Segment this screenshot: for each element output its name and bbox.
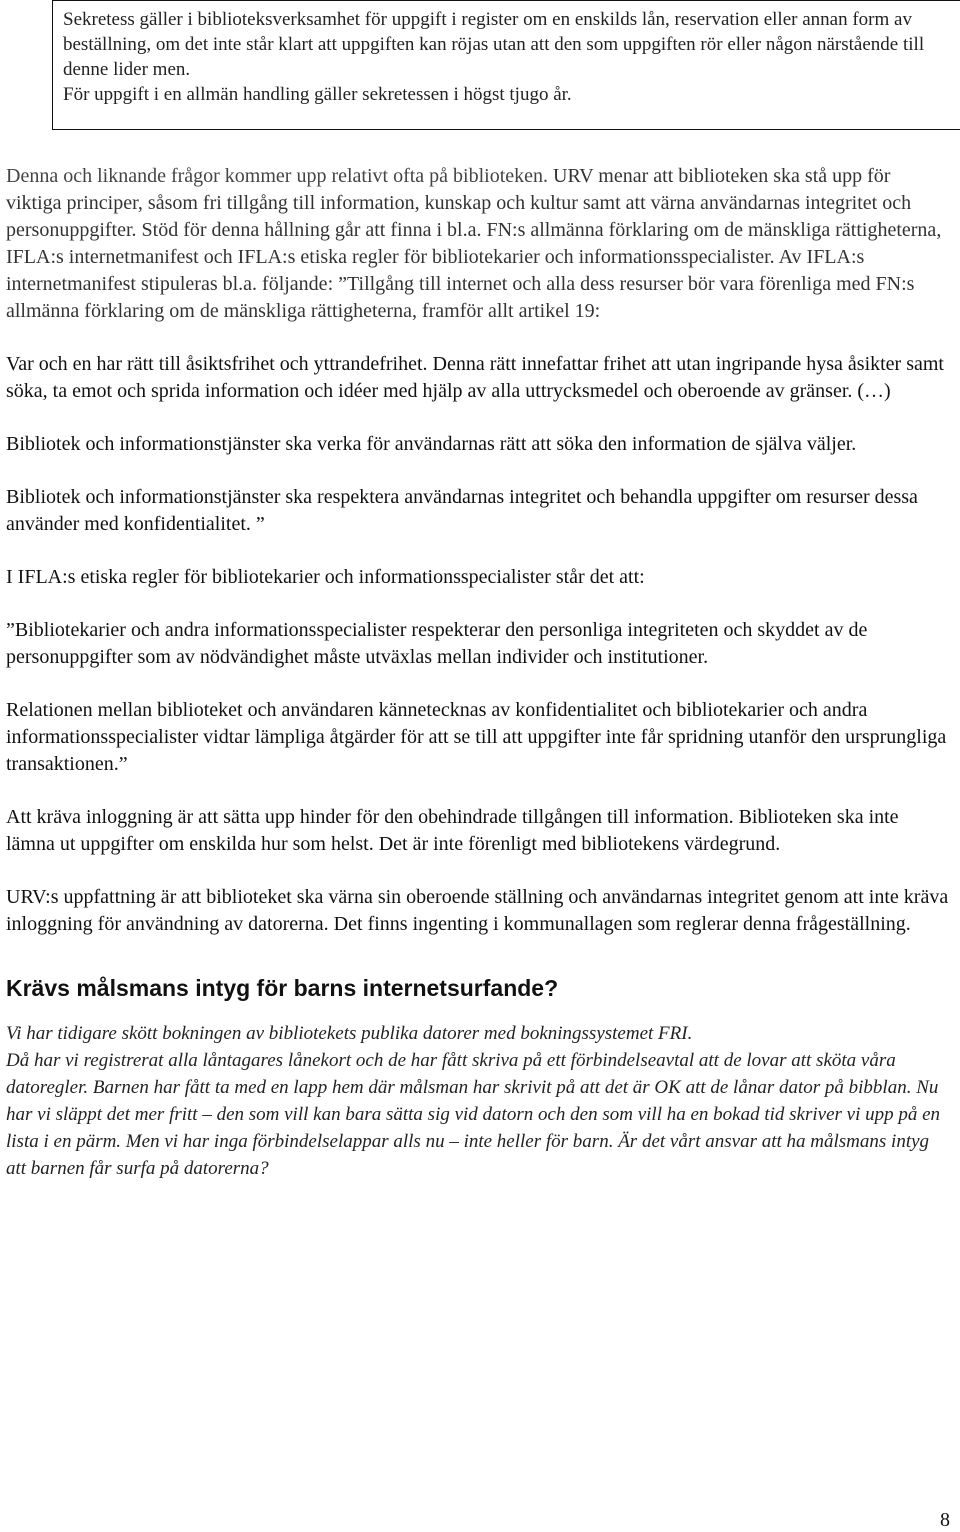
law-text-limit: För uppgift i en allmän handling gäller sekretessen i högst tjugo år. bbox=[63, 84, 572, 105]
quote-library-services-2: Bibliotek och informationstjänster ska respektera användarnas integritet och behandla uppgifter om resurser dessa använder med konfidentialitet. ” bbox=[6, 486, 918, 535]
quote-ifla-ethics-2: Relationen mellan biblioteket och användaren kännetecknas av konfidentialitet och bibliotekarier och andra informationsspecialister vidtar lämpliga åtgärder för att se till att uppgifter inte får spridning utanför den ursprungliga transaktionen.” bbox=[6, 699, 947, 775]
quote-ifla-ethics-1: ”Bibliotekarier och andra informationsspecialister respekterar den personliga integriteten och skyddet av de personuppgifter som av nödvändighet måste utväxlas mellan individer och institutioner. bbox=[6, 619, 868, 668]
intro-lead-sentence: Denna och liknande frågor kommer upp relativt ofta på biblioteken. bbox=[6, 165, 549, 187]
question-block bbox=[6, 1020, 950, 1182]
paragraph-urv-opinion: URV:s uppfattning är att biblioteket ska värna sin oberoende ställning och användarnas integritet genom att inte kräva inloggning för användning av datorerna. Det finns ingenting i kommunallagen som reglerar denna frågeställning. bbox=[6, 886, 949, 935]
intro-rest: URV menar att biblioteken ska stå upp för viktiga principer, såsom fri tillgång till information, kunskap och kultur samt att värna användarnas integritet och personuppgifter. Stöd för denna hållning går att finna i bl.a. FN:s allmänna förklaring om de mänskliga rättigheterna, IFLA:s internetmanifest och IFLA:s etiska regler för bibliotekarier och informationsspecialister. Av IFLA:s internetmanifest stipuleras bl.a. följande: ”Tillgång till internet och alla dess resurser bör vara förenliga med FN:s allmänna förklaring om de mänskliga rättigheterna, framför allt artikel 19: bbox=[6, 165, 942, 322]
question-line-1: Vi har tidigare skött bokningen av bibliotekets publika datorer med bokningssystemet FRI. bbox=[6, 1023, 693, 1044]
page-number: 8 bbox=[940, 1509, 950, 1531]
law-text: Sekretess gäller i biblioteksverksamhet för uppgift i register om en enskilds lån, reservation eller annan form av beställning, om det inte står klart att uppgiften kan röjas utan att den som uppgiften rör eller någon närstående till denne lider men. bbox=[63, 9, 925, 80]
section-heading: Krävs målsmans intyg för barns internetsurfande? bbox=[6, 975, 559, 1001]
quote-article-19: Var och en har rätt till åsiktsfrihet och yttrandefrihet. Denna rätt innefattar frihet att utan ingripande hysa åsikter samt söka, ta emot och sprida information och idéer med hjälp av alla uttrycksmedel och oberoende av gränser. (…) bbox=[6, 353, 944, 402]
paragraph-login: Att kräva inloggning är att sätta upp hinder för den obehindrade tillgången till information. Biblioteken ska inte lämna ut uppgifter om enskilda hur som helst. Det är inte förenligt med bibliotekens värdegrund. bbox=[6, 806, 899, 855]
main-text bbox=[6, 163, 950, 1182]
paragraph-ifla-ethics: I IFLA:s etiska regler för bibliotekarier och informationsspecialister står det att: bbox=[6, 566, 645, 588]
question-line-2: Då har vi registrerat alla låntagares lånekort och de har fått skriva på ett förbindelseavtal att de lovar att sköta våra datoregler. Barnen har fått ta med en lapp hem där målsman har skrivit på att det är OK att de lånar dator på bibblan. Nu har vi släppt det mer fritt – den som vill kan bara sätta sig vid datorn och den som vill ha en bokad tid skriver vi upp på en lista i en pärm. Men vi har inga förbindelselappar alls nu – inte heller för barn. Är det vårt ansvar att ha målsmans intyg att barnen får surfa på datorerna? bbox=[6, 1050, 941, 1179]
quoted-law-box bbox=[52, 0, 960, 130]
paragraph-intro bbox=[6, 163, 950, 325]
quote-library-services-1: Bibliotek och informationstjänster ska verka för användarnas rätt att söka den information de själva väljer. bbox=[6, 433, 857, 455]
